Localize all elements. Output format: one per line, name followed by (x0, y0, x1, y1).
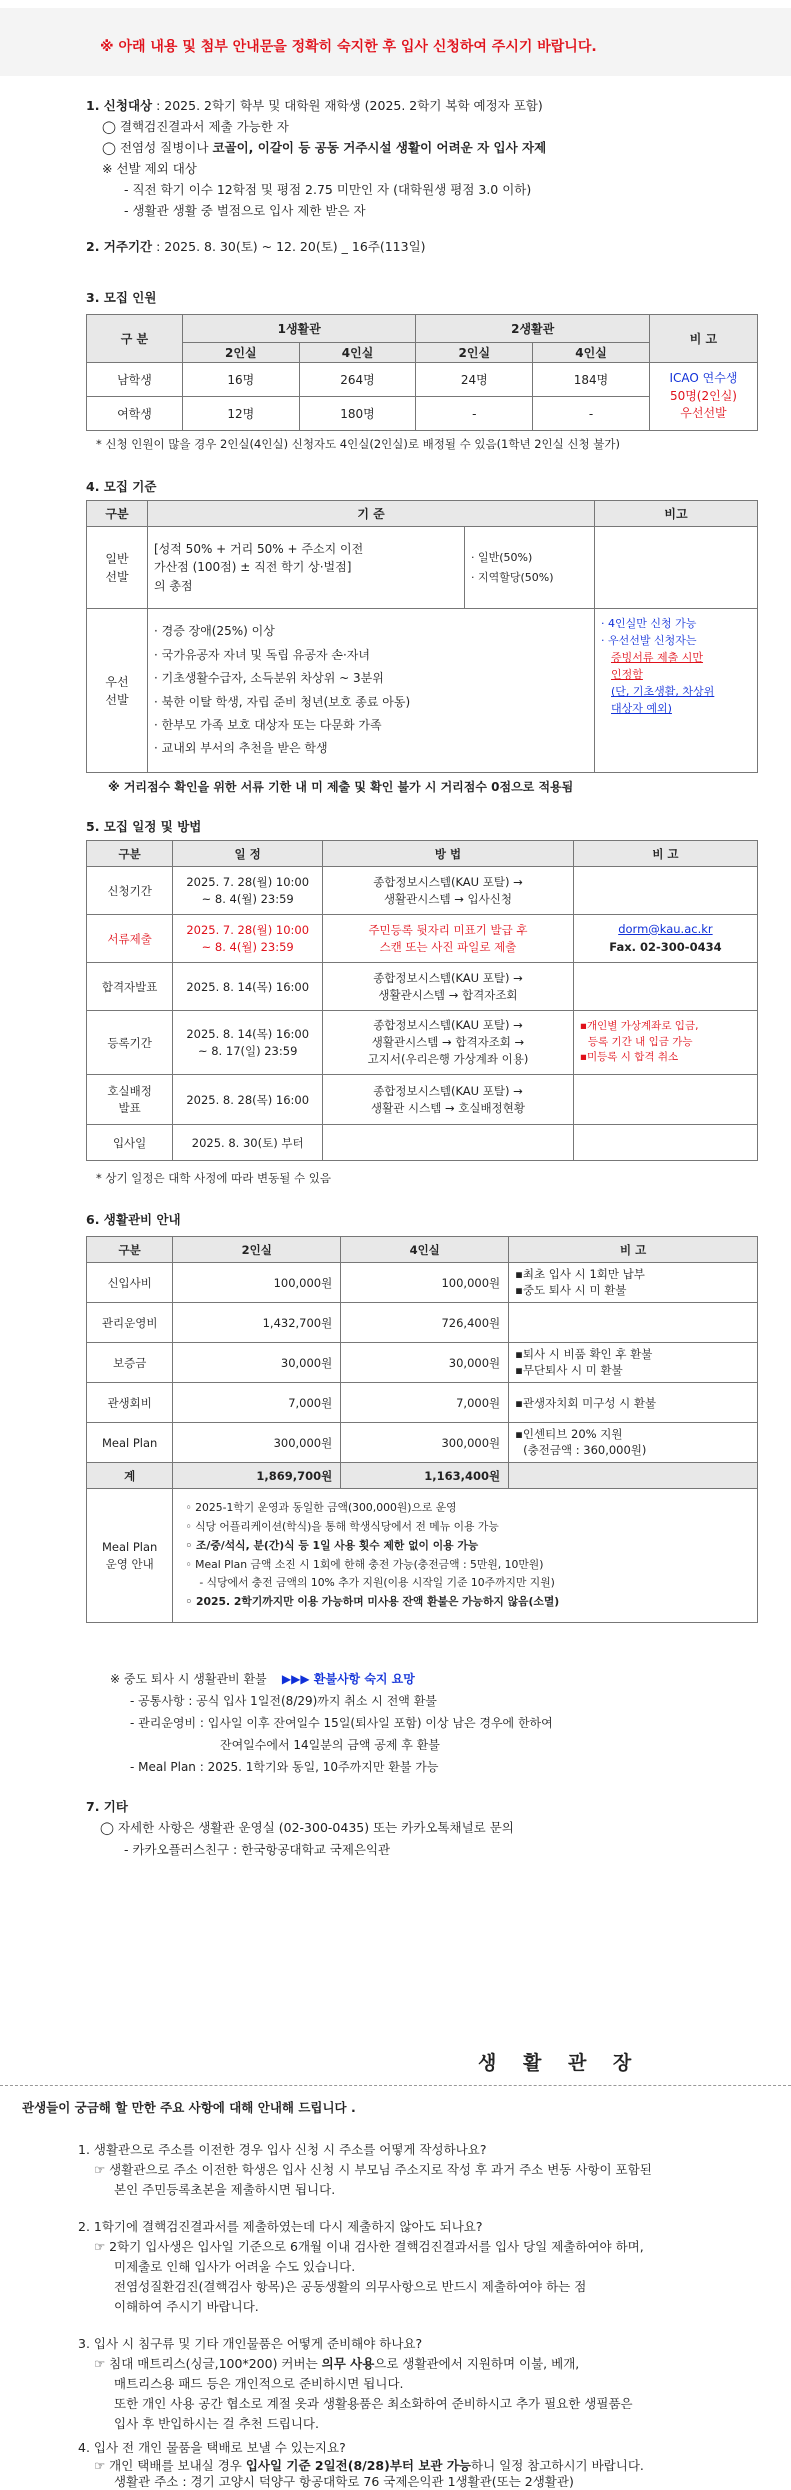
table-row: 관리운영비 1,432,700원 726,400원 (87, 1303, 758, 1343)
fee-table: 구분 2인실 4인실 비 고 신입사비 100,000원 100,000원 ▪최초 입사 시 1회만 납부 ▪중도 퇴사 시 미 환불 관리운영비 1,432,700원 726,400원 보증금 30,000원 30,000원 ▪퇴사 시 비품 확인 후 환불 ▪무단퇴사 시 미 환불 관생회비 7,000원 7,000원 ▪관생자치회 미구성 시 환불 Meal Plan 300,000원 300,000원 ▪인센티브 20% 지원 (충전금액 : 360,000원) 계 1,869,700원 1,163,400원 Meal Plan 운영 안내 ◦ 2025-1학기 운영과 동일한 금액(300,000원)으로 운영 ◦ 식당 어플리케이션(학식)을 통해 학생식당에서 전 메뉴 이용 가능 ◦ 조/중/석식, 분(간)식 등 1일 사용 횟수 제한 없이 이용 가능 ◦ Meal Plan 금액 소진 시 1회에 한해 충전 가능(충전금액 : 5만원, 10만원) - 식당에서 충전 금액의 10% 추가 지원(이용 시작일 기준 10주까지만 지원) ◦ 2025. 2학기까지만 이용 가능하며 미사용 잔액 환불은 가능하지 않음(소멸) (86, 1236, 758, 1623)
section-3-heading: 3. 모집 인원 (86, 290, 157, 305)
faq-q4: 4. 입사 전 개인 물품을 택배로 보낼 수 있는지요? (78, 2440, 346, 2455)
section-5-heading: 5. 모집 일정 및 방법 (86, 819, 202, 834)
meal-plan-row: Meal Plan 운영 안내 ◦ 2025-1학기 운영과 동일한 금액(300,000원)으로 운영 ◦ 식당 어플리케이션(학식)을 통해 학생식당에서 전 메뉴 이용 가능 ◦ 조/중/석식, 분(간)식 등 1일 사용 횟수 제한 없이 이용 가능 ◦ Meal Plan 금액 소진 시 1회에 한해 충전 가능(충전금액 : 5만원, 10만원) - 식당에서 충전 금액의 10% 추가 지원(이용 시작일 기준 10주까지만 지원) ◦ 2025. 2학기까지만 이용 가능하며 미사용 잔액 환불은 가능하지 않음(소멸) (87, 1489, 758, 1623)
refund-line3: 잔여일수에서 14일분의 금액 공제 후 환불 (220, 1738, 440, 1752)
section-7-heading: 7. 기타 (86, 1799, 128, 1814)
table-row: 서류제출 2025. 7. 28(월) 10:00 ~ 8. 4(월) 23:59 주민등록 뒷자리 미표기 발급 후 스캔 또는 사진 파일로 제출 dorm@kau.ac.kr Fax. 02-300-0434 (87, 915, 758, 963)
th-2room: 2인실 (182, 343, 299, 363)
faq-a3c: 또한 개인 사용 공간 협소로 계절 옷과 생활용품은 최소화하여 준비하시고 추가 필요한 생필품은 (114, 2396, 633, 2411)
s7-line2: - 카카오플러스친구 : 한국항공대학교 국제은익관 (124, 1842, 391, 1857)
s7-line1: ◯ 자세한 사항은 생활관 운영실 (02-300-0435) 또는 카카오톡채널로 문의 (100, 1820, 514, 1835)
th-2room-b: 2인실 (416, 343, 533, 363)
faq-q2: 2. 1학기에 결핵검진결과서를 제출하였는데 다시 제출하지 않아도 되나요? (78, 2219, 483, 2234)
th-bigo: 비 고 (649, 315, 757, 363)
faq-a1b: 본인 주민등록초본을 제출하시면 됩니다. (114, 2182, 336, 2197)
table-row: 보증금 30,000원 30,000원 ▪퇴사 시 비품 확인 후 환불 ▪무단퇴사 시 미 환불 (87, 1343, 758, 1383)
table-row: 여학생 12명 180명 - - (87, 397, 758, 431)
refund-line4: - Meal Plan : 2025. 1학기와 동일, 10주까지만 환불 가능 (130, 1760, 439, 1774)
th-building2: 2생활관 (416, 315, 650, 343)
faq-title: 생 활 관 장 (478, 2052, 642, 2074)
capacity-table (86, 314, 758, 431)
s1-line2: ◯ 전염성 질병이나 코골이, 이갈이 등 공동 거주시설 생활이 어려운 자 입사 자제 (102, 140, 547, 155)
table-row: 등록기간 2025. 8. 14(목) 16:00 ~ 8. 17(일) 23:59 종합정보시스템(KAU 포탈) → 생활관시스템 → 합격자조회 → 고지서(우리은행 가상계좌 이용) ▪개인별 가상계좌로 입금, 등록 기간 내 입금 가능 ▪미등록 시 합격 취소 (87, 1011, 758, 1075)
s1-line5: - 생활관 생활 중 벌점으로 입사 제한 받은 자 (124, 203, 366, 218)
table-row: 신입사비 100,000원 100,000원 ▪최초 입사 시 1회만 납부 ▪중도 퇴사 시 미 환불 (87, 1263, 758, 1303)
table-row: 입사일 2025. 8. 30(토) 부터 (87, 1125, 758, 1161)
faq-a2d: 이해하여 주시기 바랍니다. (114, 2299, 259, 2314)
th-4room-b: 4인실 (533, 343, 650, 363)
faq-q3: 3. 입사 시 침구류 및 기타 개인물품은 어떻게 준비해야 하나요? (78, 2336, 423, 2351)
criteria-table: 구분 기 준 비고 일반 선발 [성적 50% + 거리 50% + 주소지 이전 가산점 (100점) ± 직전 학기 상·벌점] 의 총점 · 일반(50%) · 지역할당(50%) 우선 선발 · 경증 장애(25%) 이상 · 국가유공자 자녀 및 독립 유공자 손·자녀 · 기초생활수급자, 소득분위 차상위 ~ 3분위 · 북한 이탈 학생, 자립 준비 청년(보호 종료 아동) · 한부모 가족 보호 대상자 또는 다문화 가족 · 교내외 부서의 추천을 받은 학생 · 4인실만 신청 가능 · 우선선발 신청자는 증빙서류 제출 시만 인정함 (단, 기초생활, 차상위 대상자 예외) (86, 500, 758, 773)
faq-a1a: ☞ 생활관으로 주소 이전한 학생은 입사 신청 시 부모님 주소지로 작성 후 과거 주소 변동 사항이 포함된 (94, 2162, 652, 2177)
refund-title: ※ 중도 퇴사 시 생활관비 환불 ▶▶▶ 환불사항 숙지 요망 (110, 1672, 415, 1686)
capacity-bigo: ICAO 연수생 50명(2인실) 우선선발 (649, 363, 757, 431)
th-4room: 4인실 (299, 343, 416, 363)
table-row: 일반 선발 [성적 50% + 거리 50% + 주소지 이전 가산점 (100점) ± 직전 학기 상·벌점] 의 총점 · 일반(50%) · 지역할당(50%) (87, 527, 758, 609)
faq-a3b: 매트리스용 패드 등은 개인적으로 준비하시면 됩니다. (114, 2376, 404, 2391)
faq-intro: 관생들이 궁금해 할 만한 주요 사항에 대해 안내해 드립니다 . (22, 2100, 356, 2115)
criteria-warning: ※ 거리점수 확인을 위한 서류 기한 내 미 제출 및 확인 불가 시 거리점수 0점으로 적용됨 (108, 780, 574, 794)
table-row: 우선 선발 · 경증 장애(25%) 이상 · 국가유공자 자녀 및 독립 유공자 손·자녀 · 기초생활수급자, 소득분위 차상위 ~ 3분위 · 북한 이탈 학생, 자립 준비 청년(보호 종료 아동) · 한부모 가족 보호 대상자 또는 다문화 가족 · 교내외 부서의 추천을 받은 학생 · 4인실만 신청 가능 · 우선선발 신청자는 증빙서류 제출 시만 인정함 (단, 기초생활, 차상위 대상자 예외) (87, 609, 758, 773)
section-4-heading: 4. 모집 기준 (86, 479, 157, 494)
th-gubun: 구 분 (87, 315, 183, 363)
table-row: 합격자발표 2025. 8. 14(목) 16:00 종합정보시스템(KAU 포탈) → 생활관시스템 → 합격자조회 (87, 963, 758, 1011)
table-row: 호실배정 발표 2025. 8. 28(목) 16:00 종합정보시스템(KAU 포탈) → 생활관 시스템 → 호실배정현황 (87, 1075, 758, 1125)
schedule-table: 구분 일 정 방 법 비 고 신청기간 2025. 7. 28(월) 10:00 ~ 8. 4(월) 23:59 종합정보시스템(KAU 포탈) → 생활관시스템 → 입사신청 서류제출 2025. 7. 28(월) 10:00 ~ 8. 4(월) 23:59 주민등록 뒷자리 미표기 발급 후 스캔 또는 사진 파일로 제출 dorm@kau.ac.kr Fax. 02-300-0434 합격자발표 2025. 8. 14(목) 16:00 종합정보시스템(KAU 포탈) → 생활관시스템 → 합격자조회 등록기간 2025. 8. 14(목) 16:00 ~ 8. 17(일) 23:59 종합정보시스템(KAU 포탈) → 생활관시스템 → 합격자조회 → 고지서(우리은행 가상계좌 이용) ▪개인별 가상계좌로 입금, 등록 기간 내 입금 가능 ▪미등록 시 합격 취소 호실배정 발표 2025. 8. 28(목) 16:00 종합정보시스템(KAU 포탈) → 생활관 시스템 → 호실배정현황 입사일 2025. 8. 30(토) 부터 (86, 840, 758, 1161)
section-1-heading: 1. 신청대상 : 2025. 2학기 학부 및 대학원 재학생 (2025. 2학기 복학 예정자 포함) (86, 98, 543, 113)
capacity-note: * 신청 인원이 많을 경우 2인실(4인실) 신청자도 4인실(2인실)로 배정될 수 있음(1학년 2인실 신청 불가) (96, 437, 621, 451)
refund-line2: - 관리운영비 : 입사일 이후 잔여일수 15일(퇴사일 포함) 이상 남은 경우에 한하여 (130, 1716, 553, 1730)
faq-a2b: 미제출로 인해 입사가 어려울 수도 있습니다. (114, 2259, 356, 2274)
faq-a4a: ☞ 개인 택배를 보내실 경우 입사일 기준 2일전(8/28)부터 보관 가능하니 일정 참고하시기 바랍니다. (94, 2458, 644, 2473)
refund-line1: - 공통사항 : 공식 입사 1일전(8/29)까지 취소 시 전액 환불 (130, 1694, 437, 1708)
th-building1: 1생활관 (182, 315, 416, 343)
s1-line3: ※ 선발 제외 대상 (102, 161, 197, 176)
faq-a3a: ☞ 침대 매트리스(싱글,100*200) 커버는 의무 사용으로 생활관에서 지원하며 이불, 베개, (94, 2356, 580, 2371)
notice-text: ※ 아래 내용 및 첨부 안내문을 정확히 숙지한 후 입사 신청하여 주시기 바랍니다. (100, 39, 597, 55)
section-2-heading: 2. 거주기간 : 2025. 8. 30(토) ~ 12. 20(토) _ 16주(113일) (86, 239, 426, 254)
table-row: 신청기간 2025. 7. 28(월) 10:00 ~ 8. 4(월) 23:59 종합정보시스템(KAU 포탈) → 생활관시스템 → 입사신청 (87, 867, 758, 915)
faq-a4b: 생활관 주소 : 경기 고양시 덕양구 항공대학로 76 국제은익관 1생활관(또는 2생활관) (114, 2474, 574, 2489)
table-row: 남학생 16명 264명 24명 184명 ICAO 연수생 50명(2인실) 우선선발 (87, 363, 758, 397)
s1-line4: - 직전 학기 이수 12학점 및 평점 2.75 미만인 자 (대학원생 평점 3.0 이하) (124, 182, 532, 197)
schedule-note: * 상기 일정은 대학 사정에 따라 변동될 수 있음 (96, 1171, 331, 1185)
faq-a3d: 입사 후 반입하시는 걸 추천 드립니다. (114, 2416, 319, 2431)
s1-line1: ◯ 결핵검진결과서 제출 가능한 자 (102, 119, 289, 134)
divider (0, 2085, 791, 2086)
table-row: Meal Plan 300,000원 300,000원 ▪인센티브 20% 지원 (충전금액 : 360,000원) (87, 1423, 758, 1463)
notice-banner (0, 8, 791, 76)
fee-total-row: 계 1,869,700원 1,163,400원 (87, 1463, 758, 1489)
table-row: 관생회비 7,000원 7,000원 ▪관생자치회 미구성 시 환불 (87, 1383, 758, 1423)
faq-a2c: 전염성질환검진(결핵검사 항목)은 공동생활의 의무사항으로 반드시 제출하여야 하는 점 (114, 2279, 587, 2294)
faq-q1: 1. 생활관으로 주소를 이전한 경우 입사 신청 시 주소를 어떻게 작성하나요? (78, 2142, 487, 2157)
faq-a2a: ☞ 2학기 입사생은 입사일 기준으로 6개월 이내 검사한 결핵검진결과서를 입사 당일 제출하여야 하며, (94, 2239, 644, 2254)
section-6-heading: 6. 생활관비 안내 (86, 1212, 181, 1227)
email-link[interactable]: dorm@kau.ac.kr (618, 921, 713, 936)
